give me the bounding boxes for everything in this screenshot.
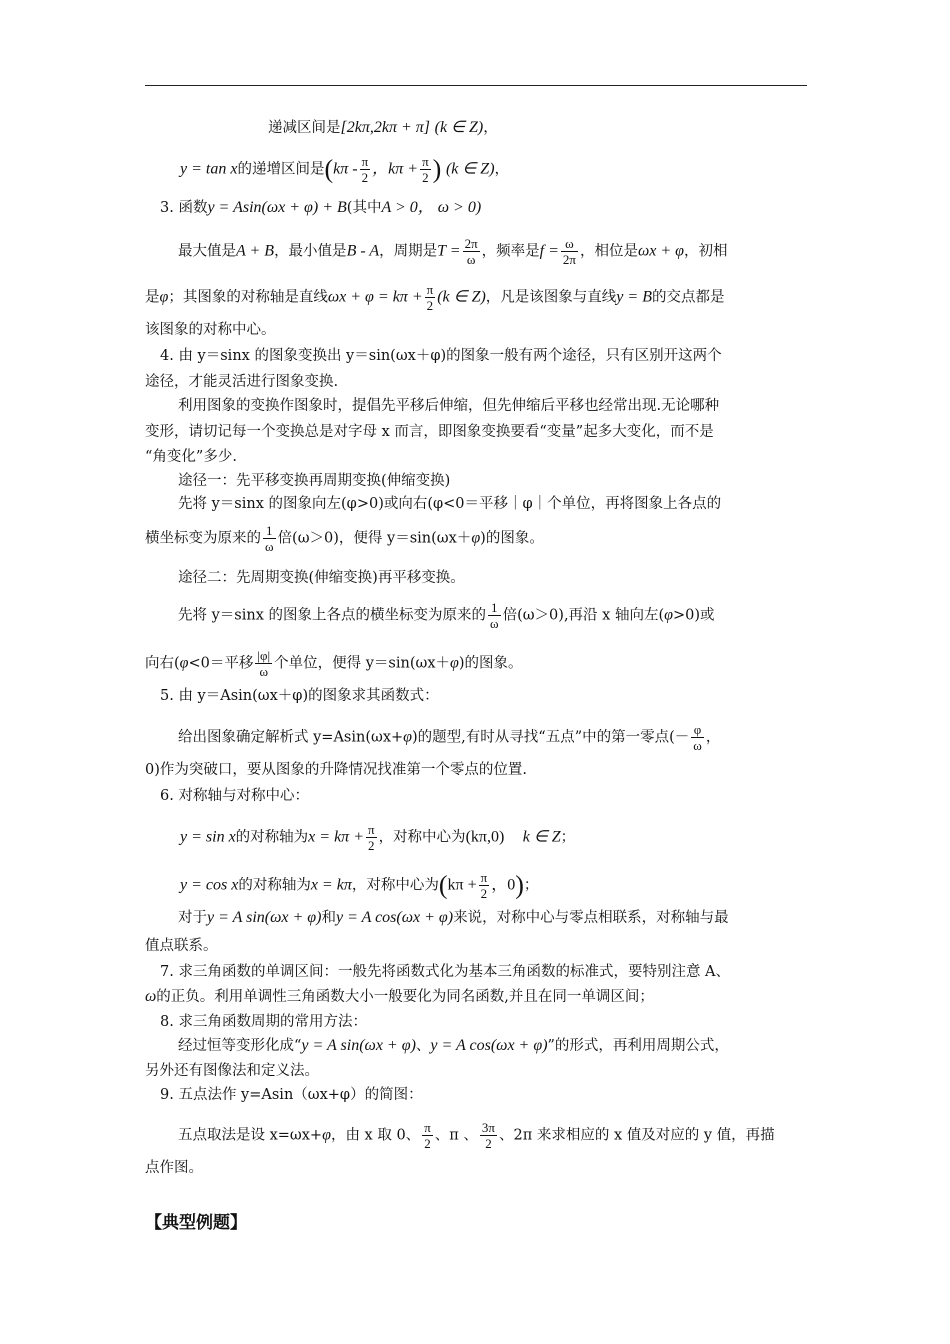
numerator: π <box>361 154 369 169</box>
item-7-line: 7. 求三角函数的单调区间：一般先将函数式化为基本三角函数的标准式，要特别注意 A、 <box>160 964 731 980</box>
math: φ <box>159 288 169 306</box>
math: φ <box>450 654 459 672</box>
math-condition: (k ∈ Z) <box>445 160 495 178</box>
text: 、 <box>415 1038 431 1054</box>
text: 五点取法是设 x=ωx+ <box>178 1127 323 1144</box>
fraction <box>255 648 272 679</box>
item-4-line: 4. 由 y＝sinx 的图象变换出 y＝sin(ωx＋φ)的图象一般有两个途径，只有区别开这两个 <box>160 348 722 364</box>
tan-increasing-line <box>180 154 842 185</box>
paren-right: ) <box>432 154 442 184</box>
math: y = cos x <box>180 876 239 894</box>
text: ，初相 <box>684 243 728 260</box>
math-interval: [2kπ,2kπ + π] <box>340 119 430 136</box>
math-tan: y = tan x <box>180 160 238 178</box>
math: ω <box>145 988 157 1005</box>
item-9-line: 9. 五点法作 y=Asin（ωx+φ）的简图： <box>160 1087 423 1103</box>
math: x = kπ <box>310 876 352 894</box>
max-min-period-line <box>178 236 840 267</box>
text: 递减区间是 <box>268 120 341 136</box>
fraction <box>480 1120 497 1151</box>
math: f = <box>539 242 559 260</box>
numerator: 1 <box>488 600 501 616</box>
fraction <box>422 1120 433 1151</box>
math: x = kπ + <box>308 828 364 846</box>
paragraph-line: “角变化”多少. <box>145 449 237 465</box>
math: φ <box>179 654 189 672</box>
text: )的图象。 <box>458 655 523 672</box>
math: B - A <box>346 242 380 260</box>
header-rule <box>145 85 807 86</box>
sin-symmetry-line <box>180 822 842 853</box>
math: φ <box>664 606 673 624</box>
text: ，周期是 <box>379 243 438 260</box>
math: (kπ,0) <box>465 828 505 846</box>
text: ，由 x 取 0、 <box>330 1127 421 1144</box>
text: 向右( <box>145 655 180 672</box>
text: 最大值是 <box>178 243 236 260</box>
math: y = sin x <box>180 828 236 846</box>
numerator: π <box>424 1120 431 1135</box>
text: 的对称轴为 <box>235 829 309 846</box>
numerator: 3π <box>481 1120 495 1135</box>
fraction <box>561 236 578 267</box>
text: ， <box>494 161 510 178</box>
method-2-heading: 途径二：先周期变换(伸缩变换)再平移变换。 <box>178 570 465 586</box>
text: ； <box>523 877 539 894</box>
text: 经过恒等变形化成“ <box>178 1038 302 1054</box>
item-3-line <box>160 198 822 218</box>
math-condition: (k ∈ Z) <box>434 119 484 136</box>
paragraph-line: 值点联系。 <box>145 938 218 954</box>
item-8-line: 8. 求三角函数周期的常用方法： <box>160 1014 367 1030</box>
text: 是 <box>145 289 160 306</box>
five-point-zero-line <box>178 722 840 753</box>
text: 的对称轴为 <box>238 877 311 894</box>
numerator: φ <box>691 722 704 738</box>
section-heading: 【典型例题】 <box>145 1213 247 1233</box>
text: ”的形式，再利用周期公式， <box>547 1038 729 1054</box>
math: φ <box>322 1126 331 1144</box>
text: 、π 、 <box>434 1127 478 1144</box>
paragraph-line: 利用图象的变换作图象时，提倡先平移后伸缩，但先伸缩后平移也经常出现.无论哪种 <box>178 398 720 414</box>
math: y = B <box>616 288 652 306</box>
denominator: ω <box>265 539 274 554</box>
fraction <box>425 282 436 313</box>
paragraph-line: 变形，请切记每一个变换总是对字母 x 而言，即图象变换要看“变量”起多大变化，而不是 <box>145 424 714 440</box>
math: ，kπ + <box>372 160 419 178</box>
paren-right: ) <box>515 870 524 900</box>
text: ，凡是该图象与直线 <box>485 289 617 306</box>
numerator: ω <box>561 236 578 252</box>
text: 横坐标变为原来的 <box>145 530 261 547</box>
fraction <box>420 154 431 185</box>
denominator: ω <box>490 616 499 631</box>
text: ，对称中心为 <box>351 877 439 894</box>
item-6-line: 6. 对称轴与对称中心： <box>160 788 309 804</box>
math: y = A cos(ωx + φ) <box>335 909 454 926</box>
text: 的交点都是 <box>651 289 725 306</box>
math: T = <box>437 242 461 260</box>
text: 对于 <box>178 910 207 926</box>
numerator: π <box>367 822 375 837</box>
text: 个单位，便得 y＝sin(ωx＋ <box>274 655 451 672</box>
method-1-heading: 途径一：先平移变换再周期变换(伸缩变换) <box>178 473 451 489</box>
paren-left: ( <box>324 154 334 184</box>
fraction <box>360 154 371 185</box>
text: >0)或 <box>672 607 715 624</box>
symmetry-axis-line <box>145 282 807 313</box>
text: ；其图象的对称轴是直线 <box>168 289 328 306</box>
math: ，0 <box>491 876 516 894</box>
five-point-method-line <box>178 1120 840 1151</box>
text: 、2π 来求相应的 x 值及对应的 y 值，再描 <box>498 1127 775 1144</box>
text: 倍(ω＞0)，便得 y＝sin(ωx＋ <box>277 530 472 547</box>
denominator: 2 <box>361 170 369 185</box>
method-2-shift-line <box>145 648 807 679</box>
math-function: y = Asin(ωx + φ) + B <box>207 199 347 216</box>
numerator: π <box>426 282 434 297</box>
math: (k ∈ Z) <box>437 288 486 306</box>
text: 的递增区间是 <box>237 161 325 178</box>
math: k ∈ Z <box>522 828 561 846</box>
denominator: 2π <box>562 252 576 267</box>
method-2-line <box>178 600 840 631</box>
denominator: 2 <box>424 1136 431 1151</box>
fraction <box>263 523 276 554</box>
denominator: 2 <box>485 1136 492 1151</box>
cos-symmetry-line <box>180 870 842 901</box>
math: y = A sin(ωx + φ) <box>301 1037 416 1054</box>
denominator: 2 <box>426 298 434 313</box>
fraction <box>488 600 501 631</box>
text: 和 <box>321 910 336 926</box>
numerator: π <box>480 870 488 885</box>
text: (其中 <box>346 200 382 216</box>
math: y = A sin(ωx + φ) <box>207 909 322 926</box>
sym-zero-relation-line <box>178 908 840 928</box>
numerator: 2π <box>464 236 478 251</box>
fraction <box>366 822 377 853</box>
math: ωx + φ <box>637 242 685 260</box>
denominator: 2 <box>480 886 488 901</box>
numerator: π <box>422 154 429 169</box>
paren-left: ( <box>438 870 448 900</box>
math: ωx + φ = kπ + <box>327 288 423 306</box>
math-condition: A > 0， ω > 0) <box>381 199 482 216</box>
text: ，频率是 <box>481 243 540 260</box>
item-5-line: 5. 由 y＝Asin(ωx＋φ)的图象求其函数式： <box>160 688 439 704</box>
math: y = A cos(ωx + φ) <box>430 1037 548 1054</box>
paragraph-line: 点作图。 <box>145 1160 203 1176</box>
text: 先将 y＝sinx 的图象上各点的横坐标变为原来的 <box>178 607 487 624</box>
math: kπ - <box>333 160 358 178</box>
numerator: 1 <box>263 523 276 539</box>
denominator: 2 <box>422 170 429 185</box>
paragraph-line: 先将 y＝sinx 的图象向左(φ>0)或向右(φ<0＝平移｜φ｜个单位，再将图象上各点的 <box>178 496 722 512</box>
text: 3. 函数 <box>160 200 208 216</box>
math: A + B <box>236 242 275 260</box>
fraction <box>691 722 704 753</box>
numerator: |φ| <box>257 648 271 663</box>
method-1-stretch-line <box>145 523 807 554</box>
fraction <box>479 870 490 901</box>
text: )的图象。 <box>480 530 544 547</box>
decreasing-interval-line <box>268 118 930 138</box>
text: 给出图象确定解析式 y=Asin(ωx+ <box>178 729 404 746</box>
text: ，相位是 <box>579 243 638 260</box>
denominator: ω <box>259 664 269 679</box>
text: ， <box>705 729 721 746</box>
math: φ <box>471 529 481 547</box>
text: ，对称中心为 <box>378 829 466 846</box>
fraction <box>463 236 480 267</box>
denominator: 2 <box>368 838 375 853</box>
period-method-line <box>178 1036 840 1056</box>
denominator: ω <box>693 738 702 753</box>
math: φ <box>403 728 413 746</box>
text: ，最小值是 <box>274 243 347 260</box>
paragraph-line: 0)作为突破口，要从图象的升降情况找准第一个零点的位置. <box>145 762 527 778</box>
text: ； <box>560 829 576 846</box>
text: 倍(ω＞0),再沿 x 轴向左( <box>502 607 665 624</box>
paragraph-line: 另外还有图像法和定义法。 <box>145 1063 319 1079</box>
math: kπ + <box>447 876 477 894</box>
text: 来说，对称中心与零点相联系，对称轴与最 <box>453 910 729 926</box>
denominator: ω <box>466 252 476 267</box>
text: 的正负。利用单调性三角函数大小一般要化为同名函数,并且在同一单调区间； <box>156 989 654 1005</box>
text: <0＝平移 <box>188 655 254 672</box>
text: ， <box>483 120 498 136</box>
paragraph-line: 途径，才能灵活进行图象变换. <box>145 374 339 390</box>
text: )的题型,有时从寻找“五点”中的第一零点(－ <box>412 729 690 746</box>
monotonic-line <box>145 987 807 1007</box>
paragraph-line: 该图象的对称中心。 <box>145 322 276 338</box>
